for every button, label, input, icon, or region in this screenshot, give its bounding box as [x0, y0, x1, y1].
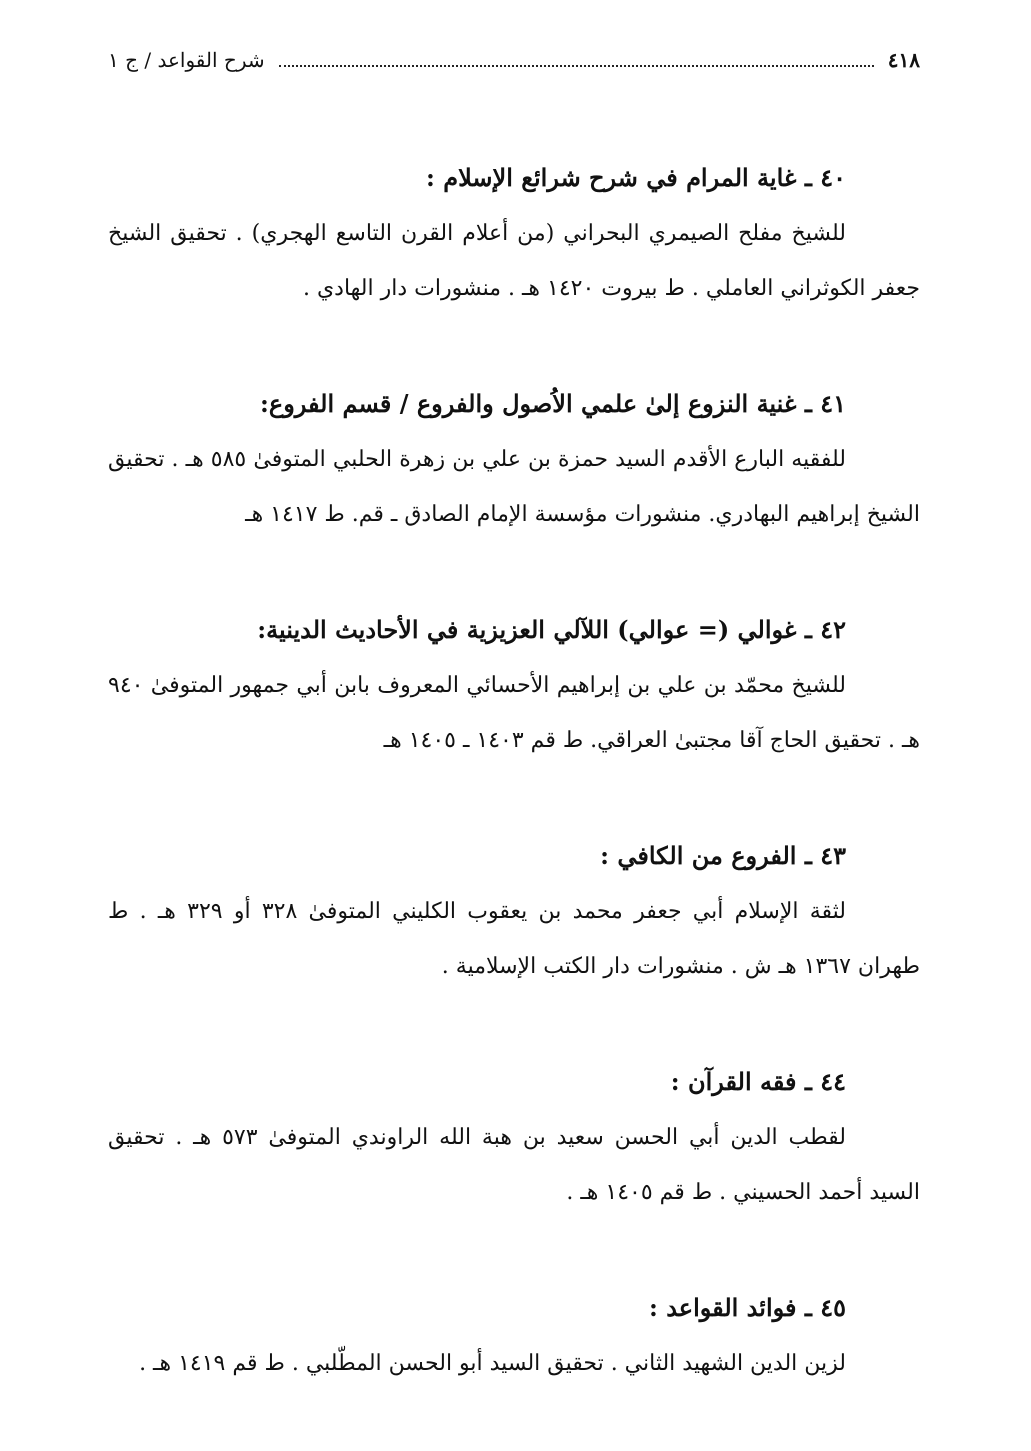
bibliography-entries	[108, 150, 920, 1451]
book-title: شرح القواعد / ج ١	[108, 48, 265, 72]
bibliography-entry	[108, 1054, 920, 1220]
running-header	[108, 42, 920, 78]
bibliography-entry	[108, 828, 920, 994]
bibliography-entry	[108, 150, 920, 316]
entry-title: ٤٤ ـ فقه القرآن :	[670, 1067, 846, 1096]
page-number: ٤١٨	[887, 48, 920, 72]
entry-body: لقطب الدين أبي الحسن سعيد بن هبة الله الراوندي المتوفىٰ ٥٧٣ هـ . تحقيق السيد أحمد الحسيني . ط قم ١٤٠٥ هـ .	[108, 1125, 920, 1205]
entry-title: ٤٠ ـ غاية المرام في شرح شرائع الإسلام :	[426, 163, 846, 192]
entry-title: ٤١ ـ غنية النزوع إلىٰ علمي الاُصول والفروع / قسم الفروع:	[260, 389, 846, 418]
entry-body: للشيخ محمّد بن علي بن إبراهيم الأحسائي المعروف بابن أبي جمهور المتوفىٰ ٩٤٠ هـ . تحقيق الحاج آقا مجتبىٰ العراقي. ط قم ١٤٠٣ ـ ١٤٠٥ هـ	[108, 673, 920, 753]
bibliography-entry	[108, 1280, 920, 1391]
entry-body: للفقيه البارع الأقدم السيد حمزة بن علي بن زهرة الحلبي المتوفىٰ ٥٨٥ هـ . تحقيق الشيخ إبراهيم البهادري. منشورات مؤسسة الإمام الصادق ـ قم. ط ١٤١٧ هـ	[108, 447, 920, 527]
bibliography-entry	[108, 602, 920, 768]
entry-title: ٤٣ ـ الفروع من الكافي :	[600, 841, 846, 870]
dotted-leader	[279, 65, 874, 67]
entry-body: لثقة الإسلام أبي جعفر محمد بن يعقوب الكليني المتوفىٰ ٣٢٨ أو ٣٢٩ هـ . ط طهران ١٣٦٧ هـ ش . منشورات دار الكتب الإسلامية .	[108, 899, 920, 979]
entry-title: ٤٢ ـ غوالي (= عوالي) اللآلي العزيزية في الأحاديث الدينية:	[257, 615, 846, 644]
entry-title: ٤٥ ـ فوائد القواعد :	[648, 1293, 846, 1322]
entry-body: لزين الدين الشهيد الثاني . تحقيق السيد أبو الحسن المطّلبي . ط قم ١٤١٩ هـ .	[139, 1351, 846, 1376]
bibliography-entry	[108, 376, 920, 542]
entry-body: للشيخ مفلح الصيمري البحراني (من أعلام القرن التاسع الهجري) . تحقيق الشيخ جعفر الكوثراني العاملي . ط بيروت ١٤٢٠ هـ . منشورات دار الهادي .	[108, 221, 920, 301]
